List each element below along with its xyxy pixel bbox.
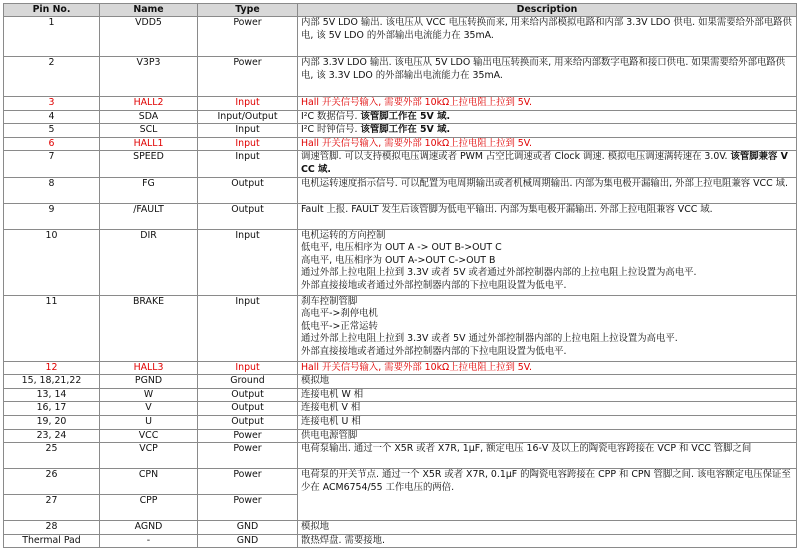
table-row: [4, 534, 797, 548]
cell-type: Output: [198, 203, 298, 229]
table-row: [4, 177, 797, 203]
table-header-row: [4, 4, 797, 17]
cell-type: Input: [198, 361, 298, 375]
cell-type: Power: [198, 429, 298, 443]
header-pin-no: Pin No.: [4, 4, 100, 17]
table-row: [4, 375, 797, 389]
cell-type: Input: [198, 151, 298, 177]
cell-type: Output: [198, 177, 298, 203]
table-row: [4, 415, 797, 429]
cell-description: [298, 375, 797, 389]
cell-type: Ground: [198, 375, 298, 389]
cell-name: VCP: [100, 443, 198, 469]
cell-pin: 9: [4, 203, 100, 229]
description-line: 低电平->正常运转: [301, 320, 378, 332]
cell-pin: 12: [4, 361, 100, 375]
description-text: 供电电源管脚: [301, 429, 358, 441]
cell-type: GND: [198, 521, 298, 535]
cell-pin: 28: [4, 521, 100, 535]
table-row: [4, 443, 797, 469]
table-row: [4, 203, 797, 229]
description-text: 模拟地: [301, 375, 330, 387]
cell-description: [298, 295, 797, 361]
header-description: Description: [298, 4, 797, 17]
cell-description: [298, 57, 797, 97]
cell-name: VDD5: [100, 17, 198, 57]
table-row: [4, 137, 797, 151]
cell-description: [298, 229, 797, 295]
table-row: [4, 229, 797, 295]
cell-name: SDA: [100, 110, 198, 124]
description-text: Hall 开关信号输入, 需要外部 10kΩ上拉电阻上拉到 5V.: [301, 97, 532, 108]
description-text: 电荷泵输出. 通过一个 X5R 或者 X7R, 1μF, 额定电压 16-V 及以上的陶瓷电容跨接在 VCP 和 VCC 管脚之间: [301, 443, 752, 455]
header-name: Name: [100, 4, 198, 17]
cell-name: SPEED: [100, 151, 198, 177]
description-text: 连接电机 U 相: [301, 415, 361, 427]
description-line: 刹车控制管脚: [301, 295, 358, 307]
cell-description: [298, 415, 797, 429]
description-line: 外部直接接地或者通过外部控制器内部的下拉电阻设置为低电平.: [301, 345, 567, 357]
cell-type: Input: [198, 97, 298, 111]
cell-name: V: [100, 402, 198, 416]
cell-description: [298, 110, 797, 124]
description-text: 电机运转速度指示信号. 可以配置为电周期输出或者机械周期输出. 内部为集电极开漏输出, 外部上拉电阻兼容 VCC 域.: [301, 177, 788, 189]
cell-type: Power: [198, 469, 298, 495]
cell-pin: 27: [4, 495, 100, 521]
table-row: [4, 110, 797, 124]
cell-type: GND: [198, 534, 298, 548]
cell-name: HALL1: [100, 137, 198, 151]
cell-pin: Thermal Pad: [4, 534, 100, 548]
description-line: 通过外部上拉电阻上拉到 3.3V 或者 5V 通过外部控制器内部的上拉电阻上拉设置为高电平.: [301, 333, 678, 345]
cell-type: Output: [198, 388, 298, 402]
cell-pin: 2: [4, 57, 100, 97]
table-body: [4, 17, 797, 548]
description-text: 散热焊盘. 需要接地.: [301, 534, 385, 546]
cell-name: /FAULT: [100, 203, 198, 229]
table-row: [4, 151, 797, 177]
cell-type: Power: [198, 17, 298, 57]
cell-description: [298, 177, 797, 203]
description-text: 内部 5V LDO 输出. 该电压从 VCC 电压转换而来, 用来给内部模拟电路和内部 3.3V LDO 供电. 如果需要给外部电路供电, 该 5V LDO 的外部输出电流能力在 35mA.: [301, 17, 792, 41]
description-line: 电机运转的方向控制: [301, 229, 386, 241]
description-text: 模拟地: [301, 521, 330, 533]
cell-type: Input/Output: [198, 110, 298, 124]
table-row: [4, 521, 797, 535]
cell-name: HALL2: [100, 97, 198, 111]
table-row: [4, 388, 797, 402]
description-text: 电荷泵的开关节点. 通过一个 X5R 或者 X7R, 0.1μF 的陶瓷电容跨接在 CPP 和 CPN 管脚之间. 该电容额定电压保证至少在 ACM6754/55 工作电压的两倍.: [301, 469, 791, 493]
cell-name: BRAKE: [100, 295, 198, 361]
cell-pin: 19, 20: [4, 415, 100, 429]
description-text: Hall 开关信号输入, 需要外部 10kΩ上拉电阻上拉到 5V.: [301, 361, 532, 373]
description-emphasis: 该管脚兼容 VCC 域.: [301, 151, 788, 175]
cell-pin: 16, 17: [4, 402, 100, 416]
cell-description: [298, 443, 797, 469]
cell-name: W: [100, 388, 198, 402]
cell-type: Input: [198, 295, 298, 361]
cell-description: [298, 151, 797, 177]
cell-description: [298, 361, 797, 375]
cell-pin: 13, 14: [4, 388, 100, 402]
description-emphasis: 该管脚工作在 5V 域.: [360, 110, 451, 122]
cell-name: VCC: [100, 429, 198, 443]
cell-pin: 6: [4, 137, 100, 151]
cell-type: Power: [198, 495, 298, 521]
table-row: [4, 57, 797, 97]
cell-name: CPP: [100, 495, 198, 521]
cell-type: Power: [198, 57, 298, 97]
table-row: [4, 295, 797, 361]
cell-type: Output: [198, 415, 298, 429]
cell-description: [298, 203, 797, 229]
table-row: [4, 124, 797, 138]
description-line: 低电平, 电压相序为 OUT A -> OUT B->OUT C: [301, 242, 502, 254]
header-type: Type: [198, 4, 298, 17]
pin-description-table: [3, 3, 797, 548]
cell-name: PGND: [100, 375, 198, 389]
cell-pin: 11: [4, 295, 100, 361]
description-text: 连接电机 W 相: [301, 388, 364, 400]
cell-pin: 25: [4, 443, 100, 469]
description-text: 连接电机 V 相: [301, 402, 361, 414]
cell-pin: 7: [4, 151, 100, 177]
cell-type: Power: [198, 443, 298, 469]
cell-pin: 4: [4, 110, 100, 124]
cell-name: HALL3: [100, 361, 198, 375]
cell-description: [298, 17, 797, 57]
cell-pin: 23, 24: [4, 429, 100, 443]
description-line: 通过外部上拉电阻上拉到 3.3V 或者 5V 或者通过外部控制器内部的上拉电阻上拉设置为高电平.: [301, 267, 697, 279]
table-row: [4, 17, 797, 57]
cell-description: [298, 388, 797, 402]
cell-pin: 5: [4, 124, 100, 138]
cell-description: [298, 521, 797, 535]
cell-name: AGND: [100, 521, 198, 535]
cell-description: [298, 469, 797, 521]
cell-pin: 10: [4, 229, 100, 295]
description-line: 高电平, 电压相序为 OUT A->OUT C->OUT B: [301, 254, 496, 266]
cell-name: -: [100, 534, 198, 548]
cell-name: CPN: [100, 469, 198, 495]
cell-description: [298, 97, 797, 111]
cell-type: Output: [198, 402, 298, 416]
cell-description: [298, 137, 797, 151]
cell-description: [298, 402, 797, 416]
description-text: Hall 开关信号输入, 需要外部 10kΩ上拉电阻上拉到 5V.: [301, 137, 532, 149]
table-row: [4, 429, 797, 443]
cell-pin: 8: [4, 177, 100, 203]
table-row: [4, 469, 797, 495]
cell-pin: 15, 18,21,22: [4, 375, 100, 389]
cell-pin: 3: [4, 97, 100, 111]
cell-name: U: [100, 415, 198, 429]
cell-pin: 1: [4, 17, 100, 57]
cell-type: Input: [198, 124, 298, 138]
cell-type: Input: [198, 229, 298, 295]
cell-description: [298, 124, 797, 138]
description-text: 调速管脚. 可以支持模拟电压调速或者 PWM 占空比调速或者 Clock 调速. 模拟电压调速满转速在 3.0V.: [301, 151, 731, 163]
description-text: 内部 3.3V LDO 输出. 该电压从 5V LDO 输出电压转换而来, 用来给内部数字电路和接口供电. 如果需要给外部电路供电, 该 3.3V LDO 的外部输出电流能力在 35mA.: [301, 57, 786, 81]
cell-name: SCL: [100, 124, 198, 138]
cell-type: Input: [198, 137, 298, 151]
table-row: [4, 361, 797, 375]
table-row: [4, 97, 797, 111]
table-row: [4, 402, 797, 416]
cell-description: [298, 534, 797, 548]
description-line: 外部直接接地或者通过外部控制器内部的下拉电阻设置为低电平.: [301, 279, 567, 291]
description-text: I²C 数据信号.: [301, 110, 361, 122]
cell-name: DIR: [100, 229, 198, 295]
description-emphasis: 该管脚工作在 5V 域.: [360, 124, 451, 136]
cell-name: FG: [100, 177, 198, 203]
description-text: Fault 上报. FAULT 发生后该管脚为低电平输出. 内部为集电极开漏输出. 外部上拉电阻兼容 VCC 域.: [301, 203, 713, 215]
cell-description: [298, 429, 797, 443]
cell-name: V3P3: [100, 57, 198, 97]
description-line: 高电平->刹停电机: [301, 308, 378, 320]
description-text: I²C 时钟信号.: [301, 124, 361, 136]
cell-pin: 26: [4, 469, 100, 495]
